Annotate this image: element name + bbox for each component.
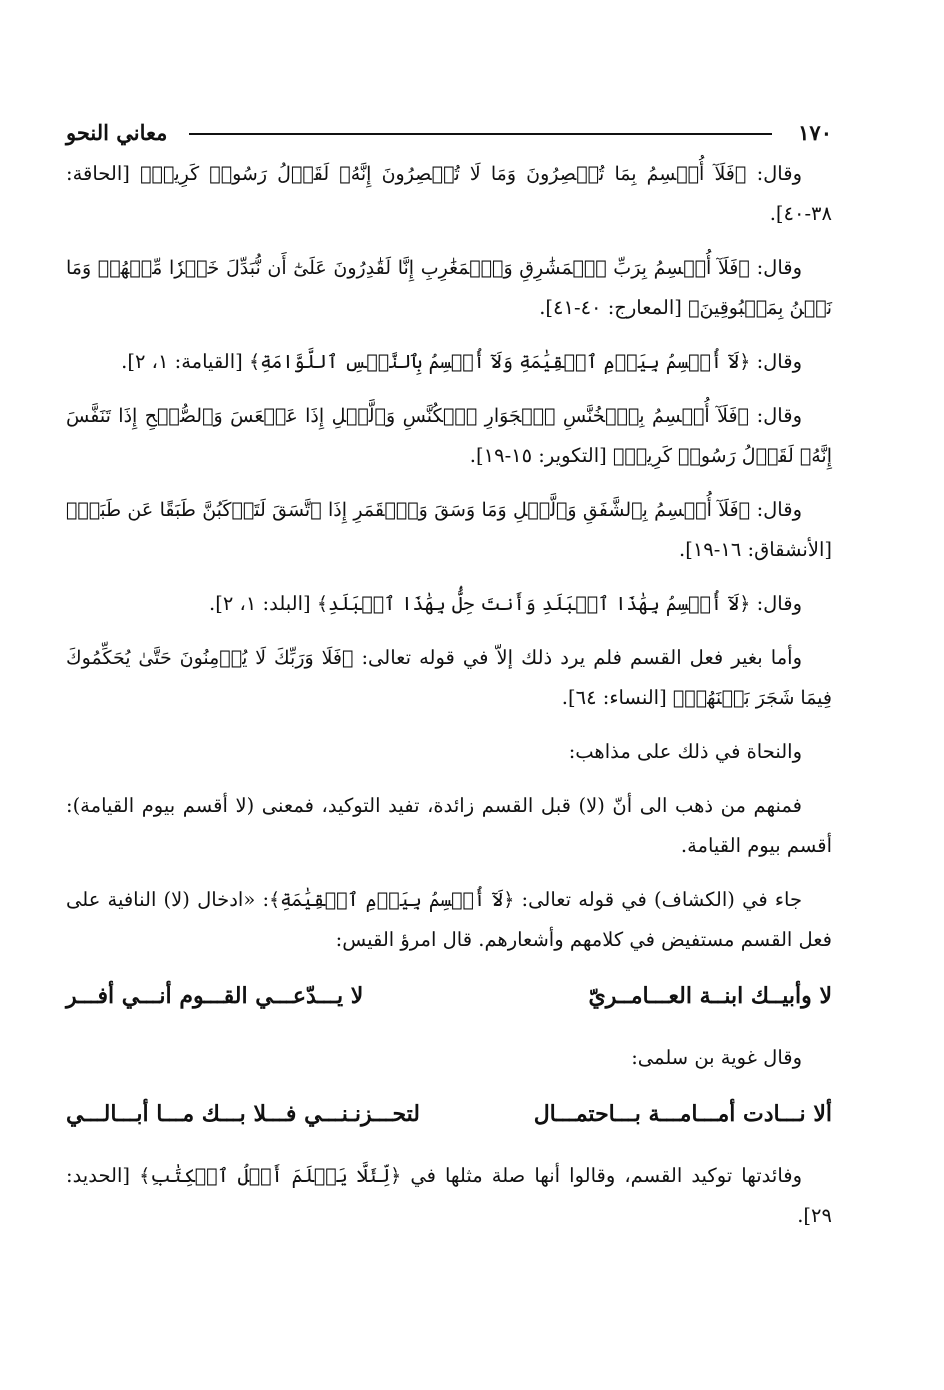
quran-quote: ﴿فَلَآ أُقۡسِمُ بِرَبِّ ٱلۡمَشَٰرِقِ وَٱلۡمَغَٰرِبِ إِنَّا لَقَٰدِرُونَ عَلَىٰٓ أَن نُّبَدِّلَ خَيۡرٗا مِّنۡهُمۡ وَمَا نَحۡنُ بِمَسۡبُوقِينَ﴾ (66, 257, 832, 319)
citation: [البلد: ١، ٢]. (209, 592, 317, 615)
paragraph-intro: وفائدتها توكيد القسم، وقالوا أنها صلة مثلها في (401, 1164, 802, 1187)
paragraph (66, 584, 832, 624)
hemistich-right: لا وأبيــك ابنــة العـــامــريّ (588, 983, 832, 1009)
paragraph-intro: جاء في (الكشاف) في قوله تعالى: (514, 888, 803, 911)
quran-quote: ﴿لِّئَلَّا يَعۡلَمَ أَهۡلُ ٱلۡكِتَٰبِ﴾ (139, 1165, 402, 1187)
paragraph-intro: والنحاة في ذلك على مذاهب: (568, 740, 802, 763)
paragraph-intro: وقال: (749, 256, 802, 279)
hemistich-right: ألا نـــادت أمـــامـــة بـــاحتمـــال (533, 1101, 832, 1127)
paragraph (66, 396, 832, 476)
page-number: ١٧٠ (798, 119, 832, 145)
paragraph (66, 342, 832, 382)
book-title: معاني النحو (66, 119, 168, 145)
paragraph-intro: وأما بغير فعل القسم فلم يرد ذلك إلاّ في قوله تعالى: (353, 646, 802, 669)
quran-quote: ﴿فَلَآ أُقۡسِمُ بِٱلشَّفَقِ وَٱلَّيۡلِ وَمَا وَسَقَ وَٱلۡقَمَرِ إِذَا ٱتَّسَقَ لَتَرۡكَبُنَّ طَبَقًا عَن طَبَقٖ﴾ (66, 499, 751, 521)
poetry-verse (66, 974, 832, 1018)
citation: : «ادخال (لا) النافية على فعل القسم مستفيض في كلامهم وأشعارهم. قال امرؤ القيس: (66, 888, 832, 951)
quran-quote: ﴿فَلَآ أُقۡسِمُ بِٱلۡخُنَّسِ ٱلۡجَوَارِ ٱلۡكُنَّسِ وَٱلَّيۡلِ إِذَا عَسۡعَسَ وَٱلصُّبۡحِ إِذَا تَنَفَّسَ إِنَّهُۥ لَقَوۡلُ رَسُولٖ كَرِيمٖ﴾ (66, 405, 832, 467)
paragraph-intro: وقال: (748, 404, 802, 427)
citation: [التكوير: ١٥-١٩]. (469, 444, 613, 467)
quran-quote: ﴿فَلَا وَرَبِّكَ لَا يُؤۡمِنُونَ حَتَّىٰ يُحَكِّمُوكَ فِيمَا شَجَرَ بَيۡنَهُمۡ﴾ (66, 647, 832, 709)
paragraph-intro: وقال: (746, 162, 802, 185)
book-page (66, 110, 832, 1250)
quran-quote: ﴿فَلَآ أُقۡسِمُ بِمَا تُبۡصِرُونَ وَمَا لَا تُبۡصِرُونَ إِنَّهُۥ لَقَوۡلُ رَسُولٖ كَرِيمٖ﴾ (140, 163, 747, 185)
quran-quote: ﴿لَآ أُقۡسِمُ بِيَوۡمِ ٱلۡقِيَٰمَةِ وَلَآ أُقۡسِمُ بِٱلنَّفۡسِ ٱللَّوَّامَةِ﴾ (248, 351, 751, 373)
paragraph (66, 248, 832, 328)
hemistich-left: لا يـــدّعـــي القـــوم أنـــي أفـــر (66, 983, 364, 1009)
quran-quote: ﴿لَآ أُقۡسِمُ بِيَوۡمِ ٱلۡقِيَٰمَةِ﴾ (269, 889, 515, 911)
paragraph-intro: وقال غوية بن سلمى: (631, 1046, 802, 1069)
paragraph-intro: وقال: (750, 592, 802, 615)
citation: [الحاقة: ٣٨-٤٠]. (66, 162, 832, 225)
citation: [القيامة: ١، ٢]. (121, 350, 249, 373)
citation: [الحديد: ٢٩]. (66, 1164, 832, 1227)
paragraph (66, 786, 832, 866)
paragraph-intro: وقال: (750, 498, 802, 521)
running-header (66, 110, 832, 154)
paragraph (66, 490, 832, 570)
hemistich-left: لتحـــزنـنـــي فـــلا بـــك مـــا أبـــالـــي (66, 1101, 420, 1127)
citation: [الأنشقاق: ١٦-١٩]. (679, 538, 832, 561)
citation: [النساء: ٦٤]. (561, 686, 673, 709)
paragraph (66, 732, 832, 772)
paragraph-intro: فمنهم من ذهب الى أنّ (لا) قبل القسم زائدة، تفيد التوكيد، فمعنى (لا أقسم بيوم القيامة): أقسم بيوم القيامة. (66, 794, 832, 857)
paragraph (66, 1156, 832, 1236)
poetry-verse (66, 1092, 832, 1136)
quran-quote: ﴿لَآ أُقۡسِمُ بِهَٰذَا ٱلۡبَلَدِ وَأَنتَ حِلُّۢ بِهَٰذَا ٱلۡبَلَدِ﴾ (316, 593, 751, 615)
paragraph (66, 880, 832, 960)
paragraph (66, 1038, 832, 1078)
citation: [المعارج: ٤٠-٤١]. (539, 296, 689, 319)
paragraph (66, 638, 832, 718)
header-rule (189, 133, 772, 135)
paragraph-intro: وقال: (750, 350, 802, 373)
paragraph (66, 154, 832, 234)
